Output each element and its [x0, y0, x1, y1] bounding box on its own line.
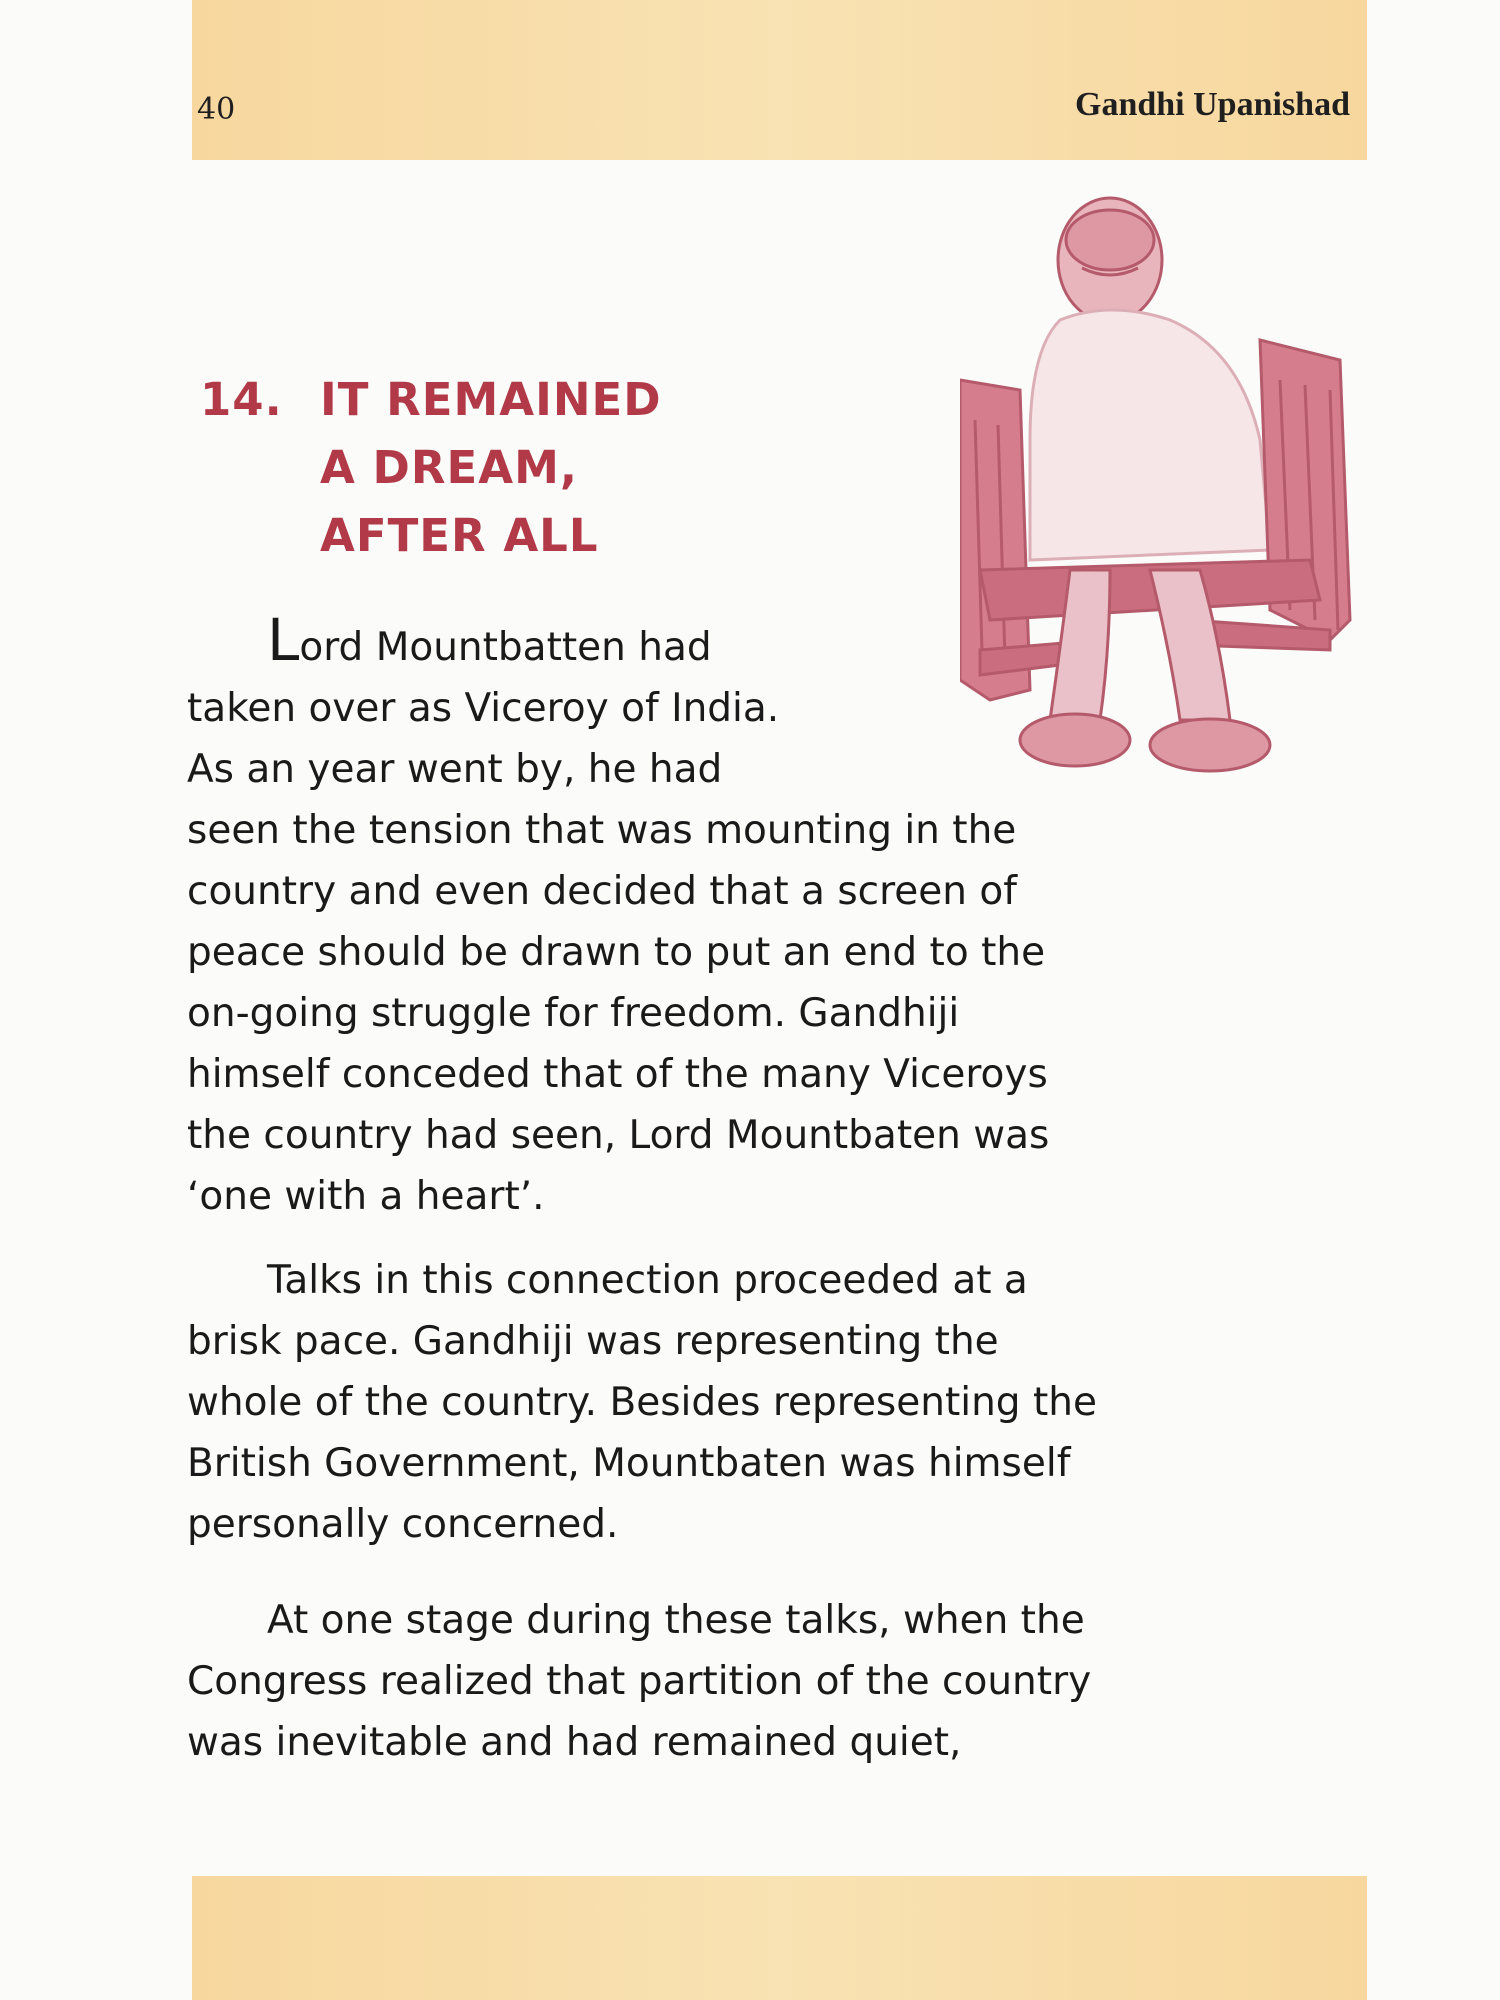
- paragraph-2-line-1: Talks in this connection proceeded at a: [267, 1258, 1028, 1303]
- running-title: Gandhi Upanishad: [1075, 86, 1350, 123]
- chapter-title-line-3: AFTER ALL: [320, 509, 599, 562]
- paragraph-1-line-9: the country had seen, Lord Mountbaten was: [187, 1113, 1050, 1158]
- paragraph-3-line-1: At one stage during these talks, when the: [267, 1598, 1085, 1643]
- page-number: 40: [197, 92, 236, 127]
- paragraph-1-line-1: Lord Mountbatten had: [267, 606, 712, 674]
- paragraph-1-line-7: on-going struggle for freedom. Gandhiji: [187, 991, 960, 1036]
- paragraph-1-line-6: peace should be drawn to put an end to the: [187, 930, 1046, 975]
- chapter-title-text-1: IT REMAINED: [320, 373, 662, 426]
- paragraph-1-line-4: seen the tension that was mounting in the: [187, 808, 1017, 853]
- footer-band: [192, 1876, 1367, 2000]
- chapter-number: 14.: [200, 373, 283, 426]
- paragraph-1-line-5: country and even decided that a screen of: [187, 869, 1017, 914]
- paragraph-3: [187, 1590, 1367, 1773]
- paragraph-2: [187, 1250, 1367, 1555]
- paragraph-1-line-10: ‘one with a heart’.: [187, 1174, 545, 1219]
- paragraph-2-line-4: British Government, Mountbaten was himself: [187, 1441, 1071, 1486]
- paragraph-1: [187, 606, 1367, 1227]
- paragraph-2-line-2: brisk pace. Gandhiji was representing the: [187, 1319, 999, 1364]
- paragraph-3-line-3: was inevitable and had remained quiet,: [187, 1720, 962, 1765]
- header-band: [192, 0, 1367, 160]
- chapter-title-line-2: A DREAM,: [320, 441, 578, 494]
- paragraph-2-line-5: personally concerned.: [187, 1502, 619, 1547]
- drop-cap: L: [267, 606, 300, 674]
- paragraph-3-line-2: Congress realized that partition of the country: [187, 1659, 1092, 1704]
- paragraph-2-line-3: whole of the country. Besides representing the: [187, 1380, 1097, 1425]
- paragraph-1-line-2: taken over as Viceroy of India.: [187, 686, 780, 731]
- paragraph-1-line-3: As an year went by, he had: [187, 747, 723, 792]
- paragraph-1-line-8: himself conceded that of the many Viceroys: [187, 1052, 1048, 1097]
- chapter-title: [200, 366, 662, 570]
- chapter-title-line-1: [200, 366, 662, 434]
